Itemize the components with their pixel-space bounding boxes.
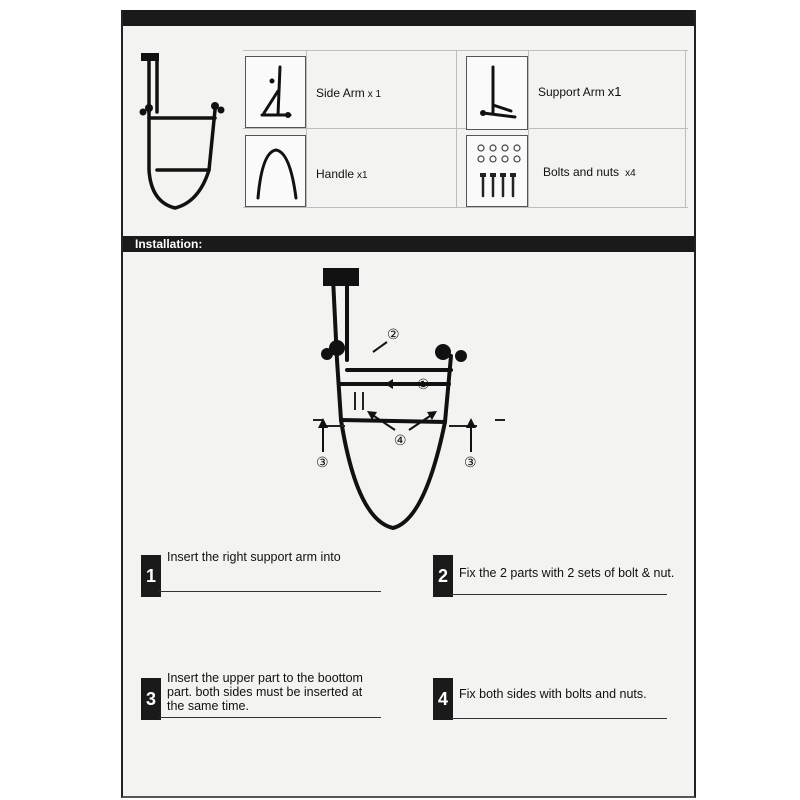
callout-3-right: ③ xyxy=(464,454,477,470)
step-4-line-1: Fix both sides with bolts and nuts. xyxy=(459,687,647,701)
step-3-line-2: part. both sides must be inserted at xyxy=(167,685,363,699)
step-1-line-1: Insert the right support arm into xyxy=(167,550,341,564)
side-arm-name: Side Arm xyxy=(316,86,365,100)
step-2-rule xyxy=(451,594,667,595)
support-arm-qty: x1 xyxy=(607,84,622,99)
step-4-number: 4 xyxy=(433,678,453,720)
step-1-number: 1 xyxy=(141,555,161,597)
step-3-rule xyxy=(159,717,381,718)
step-2-number: 2 xyxy=(433,555,453,597)
callout-1: ① xyxy=(417,376,430,392)
handle-name: Handle xyxy=(316,167,355,181)
bolts-name: Bolts and nuts xyxy=(543,165,620,179)
step-4-text xyxy=(459,687,647,701)
callout-2: ② xyxy=(387,326,400,342)
callout-4: ④ xyxy=(394,432,407,448)
step-3-line-1: Insert the upper part to the boottom xyxy=(167,671,363,685)
step-2-text xyxy=(459,566,674,580)
bolts-qty: x4 xyxy=(625,168,636,179)
step-1-rule xyxy=(159,591,381,592)
step-3-line-3: the same time. xyxy=(167,699,249,713)
step-4-rule xyxy=(451,718,667,719)
handle-qty: x1 xyxy=(357,170,368,181)
step-3-text xyxy=(167,671,363,713)
instruction-sheet xyxy=(121,10,696,798)
support-arm-name: Support Arm xyxy=(538,85,605,99)
step-3-number: 3 xyxy=(141,678,161,720)
side-arm-qty: x 1 xyxy=(367,89,382,100)
step-2-line-1: Fix the 2 parts with 2 sets of bolt & nut. xyxy=(459,566,675,580)
step-1-text xyxy=(167,550,341,564)
callout-3-left: ③ xyxy=(316,454,329,470)
installation-heading: Installation: xyxy=(135,237,203,251)
